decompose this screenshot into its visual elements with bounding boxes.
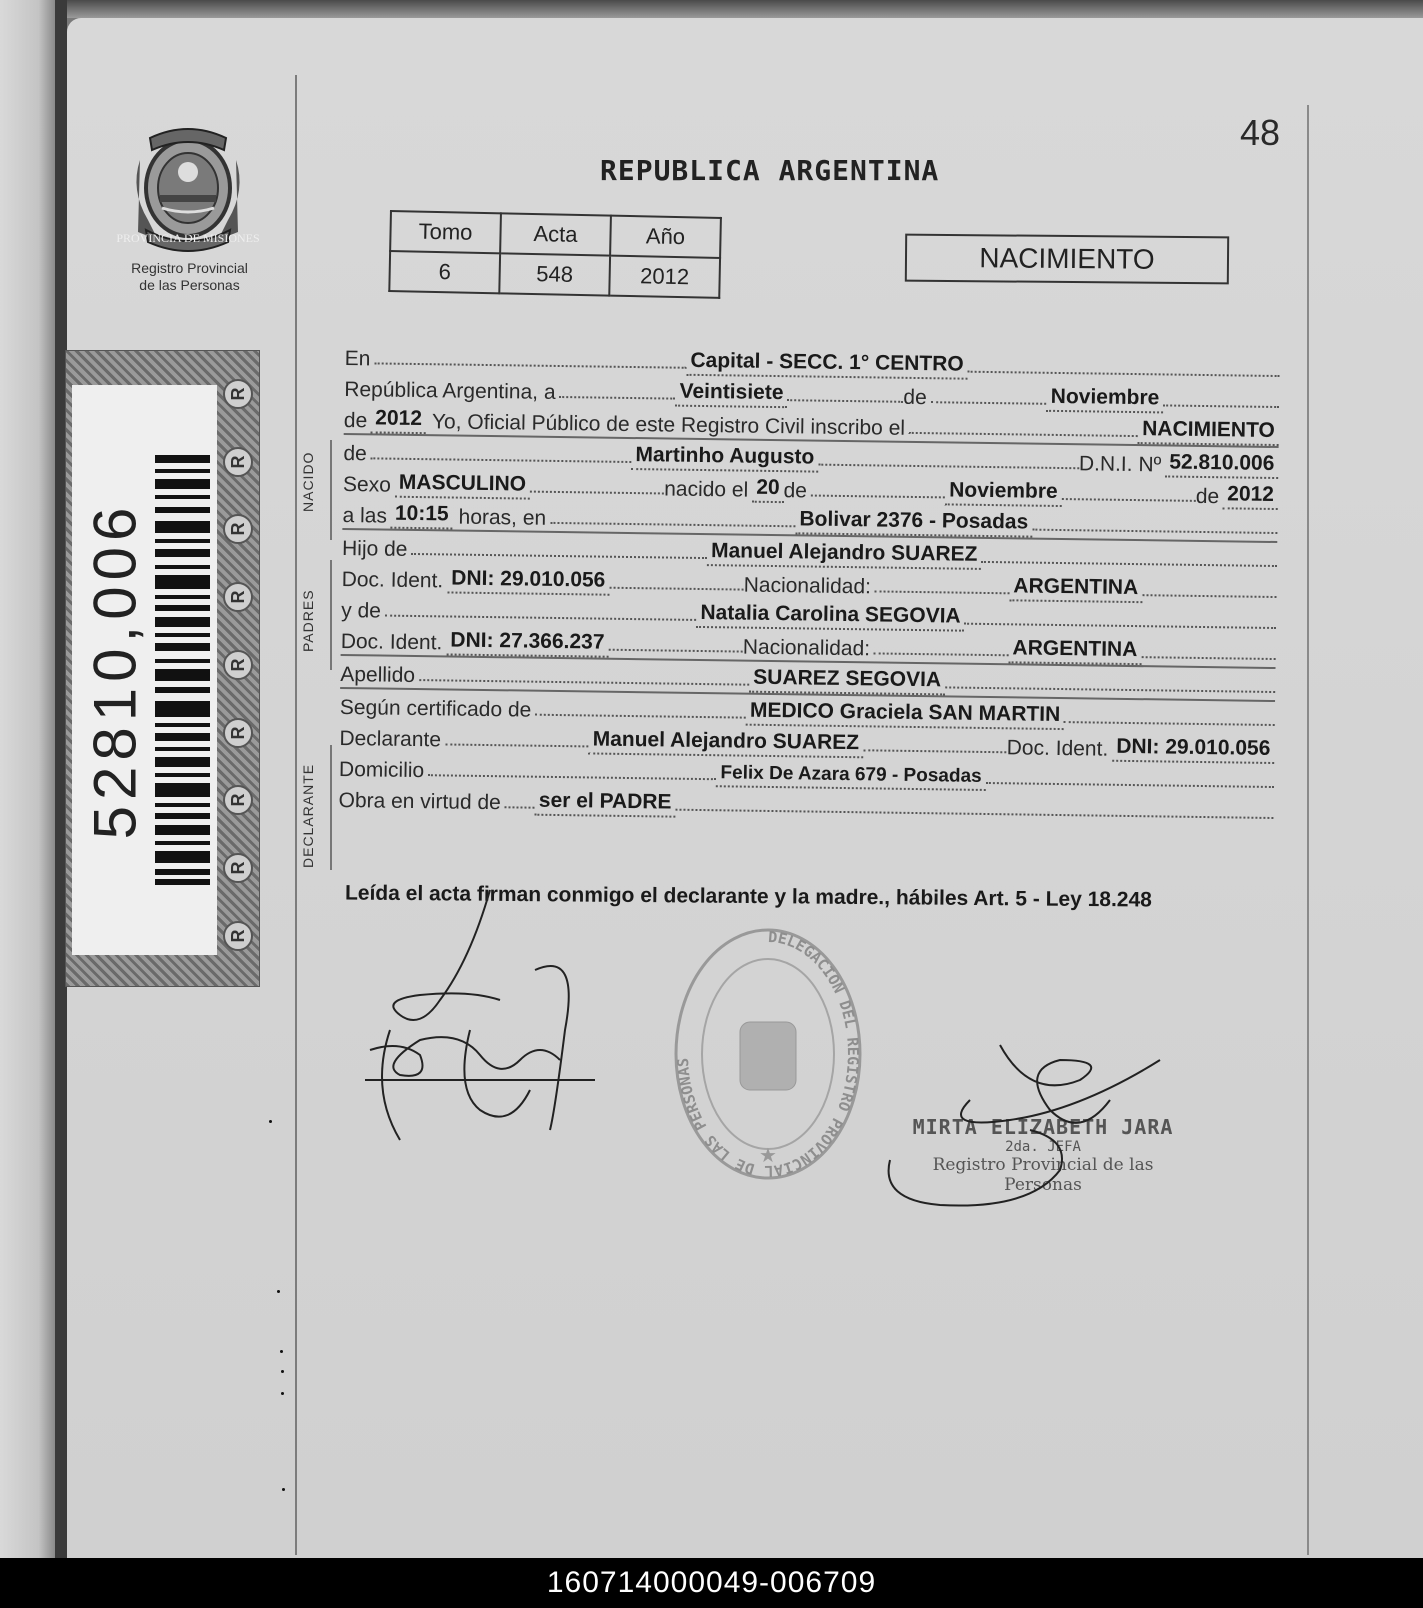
label-hijo: Hijo de (341, 536, 408, 561)
value-mother-nationality: ARGENTINA (1008, 636, 1141, 665)
official-name: MIRTA ELIZABETH JARA (912, 1115, 1174, 1139)
reference-table (388, 210, 722, 299)
page-top-edge (67, 0, 1423, 18)
dotted-fill (505, 805, 535, 808)
scan-id-footer: 160714000049-006709 (0, 1558, 1423, 1608)
ref-value-tomo: 6 (389, 251, 500, 293)
birth-record-form (338, 340, 1280, 826)
dotted-fill (371, 456, 632, 463)
dotted-fill (968, 370, 1280, 377)
value-address: Felix De Azara 679 - Posadas (716, 762, 986, 791)
r-mark: R (223, 447, 253, 477)
dotted-fill (875, 589, 1009, 594)
record-type-box: NACIMIENTO (905, 234, 1229, 285)
dotted-fill (1064, 720, 1275, 726)
dotted-fill (374, 361, 686, 368)
dotted-fill (863, 748, 1007, 753)
seal-text-path: DELEGACION DEL REGISTRO PROVINCIAL DE LAS PERSONAS (673, 927, 863, 1181)
value-certificate: MEDICO Graciela SAN MARTIN (746, 699, 1065, 730)
ref-header-tomo: Tomo (390, 211, 501, 253)
ref-header-anio: Año (610, 216, 721, 258)
label-doc: Doc. Ident. (340, 629, 443, 655)
dotted-fill (419, 678, 749, 686)
r-mark: R (223, 514, 253, 544)
ref-header-acta: Acta (500, 213, 611, 255)
binding-hole (281, 1370, 284, 1373)
declarant-signature (360, 880, 620, 1160)
value-birth-place: Bolivar 2376 - Posadas (795, 507, 1032, 537)
r-mark: R (223, 650, 253, 680)
label-de: de (783, 479, 808, 503)
r-mark: R (223, 582, 253, 612)
value-child-name: Martinho Augusto (631, 443, 818, 473)
dotted-fill (1062, 497, 1196, 502)
dotted-fill (445, 742, 589, 747)
value-father: Manuel Alejandro SUAREZ (707, 539, 982, 570)
dotted-fill (874, 651, 1008, 656)
label-horas: horas, en (458, 505, 547, 530)
binding-hole (280, 1350, 283, 1353)
value-dni: 52.810.006 (1165, 450, 1278, 479)
label-domicilio: Domicilio (338, 757, 425, 783)
dotted-fill (560, 395, 676, 400)
official-role: 2da. JEFA (1005, 1139, 1081, 1155)
label-de: de (1195, 484, 1220, 509)
label-de: de (343, 408, 368, 433)
label-oficial: Yo, Oficial Público de este Registro Civil inscribo el (431, 410, 906, 440)
dotted-fill (945, 685, 1275, 693)
value-birth-year: 2012 (1223, 482, 1278, 510)
value-father-doc: DNI: 29.010.056 (447, 566, 609, 595)
value-declarant-doc: DNI: 29.010.056 (1112, 735, 1274, 764)
label-en: En (344, 346, 371, 371)
label-declarante: Declarante (339, 726, 442, 752)
dotted-fill (986, 781, 1274, 788)
label-a-las: a las (342, 503, 388, 528)
section-label-declarante: DECLARANTE (300, 763, 316, 868)
dotted-fill (1142, 593, 1276, 598)
registry-name-line1: Registro Provincial (131, 260, 248, 276)
value-place: Capital - SECC. 1° CENTRO (686, 349, 968, 380)
barcode-bars (155, 455, 210, 885)
section-bar-padres (330, 560, 332, 670)
dotted-fill (981, 560, 1277, 567)
registry-name (112, 260, 267, 294)
r-mark: R (223, 921, 253, 951)
dotted-fill (530, 490, 664, 495)
value-mother-doc: DNI: 27.366.237 (446, 628, 608, 657)
r-mark: R (223, 718, 253, 748)
right-margin-line (1307, 105, 1309, 1555)
security-strip (222, 360, 254, 970)
label-de: de (343, 441, 367, 466)
dotted-fill (385, 614, 697, 621)
value-declarant: Manuel Alejandro SUAREZ (588, 727, 863, 758)
svg-text:★: ★ (759, 1145, 777, 1167)
dotted-fill (608, 648, 742, 653)
ref-value-anio: 2012 (609, 256, 720, 298)
value-birth-day: 20 (752, 476, 784, 503)
label-nacido: nacido el (664, 477, 749, 502)
dotted-fill (787, 398, 903, 403)
value-capacity: ser el PADRE (535, 789, 676, 818)
ref-value-acta: 548 (499, 253, 610, 295)
dotted-fill (411, 552, 707, 559)
section-label-padres: PADRES (300, 589, 316, 652)
barcode-number-text: 52810,006 (81, 501, 148, 839)
label-y-de: y de (341, 598, 382, 623)
dotted-fill (818, 463, 1079, 470)
value-inscription: NACIMIENTO (1138, 417, 1279, 446)
section-bar-declarante (330, 745, 332, 870)
dotted-fill (965, 622, 1277, 629)
label-republica: República Argentina, a (344, 377, 556, 404)
dotted-fill (609, 586, 743, 591)
label-obra: Obra en virtud de (338, 788, 501, 815)
document-title: REPUBLICA ARGENTINA (600, 154, 940, 187)
binding-hole (281, 1392, 284, 1395)
label-sexo: Sexo (342, 472, 392, 497)
official-seal (668, 922, 868, 1192)
left-page-edge (0, 0, 55, 1558)
registry-name-line2: de las Personas (139, 277, 240, 293)
label-certificado: Según certificado de (339, 695, 532, 722)
dotted-fill (1141, 655, 1275, 660)
dotted-fill (428, 773, 716, 780)
dotted-fill (811, 494, 945, 499)
label-de: de (903, 385, 927, 410)
section-bar-nacido (330, 440, 332, 540)
page-number: 48 (1240, 112, 1281, 153)
dotted-fill (1163, 403, 1279, 408)
official-office: Registro Provincial de las Personas (932, 1155, 1154, 1195)
province-emblem-icon (116, 120, 260, 255)
binding-hole (269, 1120, 272, 1123)
emblem-text: PROVINCIA DE MISIONES (116, 231, 260, 245)
official-signature (880, 1040, 1180, 1240)
dotted-fill (909, 431, 1138, 437)
value-surname: SUAREZ SEGOVIA (749, 666, 945, 696)
r-mark: R (223, 379, 253, 409)
legal-text: Leída el acta firman conmigo el declarante y la madre., hábiles Art. 5 - Ley 18.248 (344, 881, 1152, 912)
r-mark: R (223, 853, 253, 883)
margin-line (295, 75, 297, 1555)
label-nacionalidad: Nacionalidad: (742, 635, 871, 661)
dotted-fill (675, 808, 1273, 819)
binding-hole (282, 1488, 285, 1491)
label-doc: Doc. Ident. (341, 567, 444, 593)
binding-hole (277, 1290, 280, 1293)
label-dni: D.N.I. Nº (1078, 452, 1162, 477)
value-mother: Natalia Carolina SEGOVIA (696, 601, 965, 632)
value-father-nationality: ARGENTINA (1009, 574, 1142, 603)
label-apellido: Apellido (340, 662, 416, 688)
r-mark: R (223, 785, 253, 815)
dotted-fill (550, 521, 795, 527)
value-year: 2012 (371, 406, 426, 434)
dotted-fill (1032, 528, 1277, 534)
value-day-words: Veintisiete (675, 380, 787, 409)
value-birth-time: 10:15 (391, 502, 453, 530)
label-nacionalidad: Nacionalidad: (743, 573, 872, 599)
label-doc: Doc. Ident. (1006, 736, 1109, 761)
value-month: Noviembre (1047, 385, 1164, 414)
value-sexo: MASCULINO (395, 471, 531, 500)
section-label-nacido: NACIDO (300, 451, 316, 512)
value-birth-month: Noviembre (945, 478, 1062, 507)
dotted-fill (931, 400, 1047, 405)
dotted-fill (535, 713, 746, 719)
